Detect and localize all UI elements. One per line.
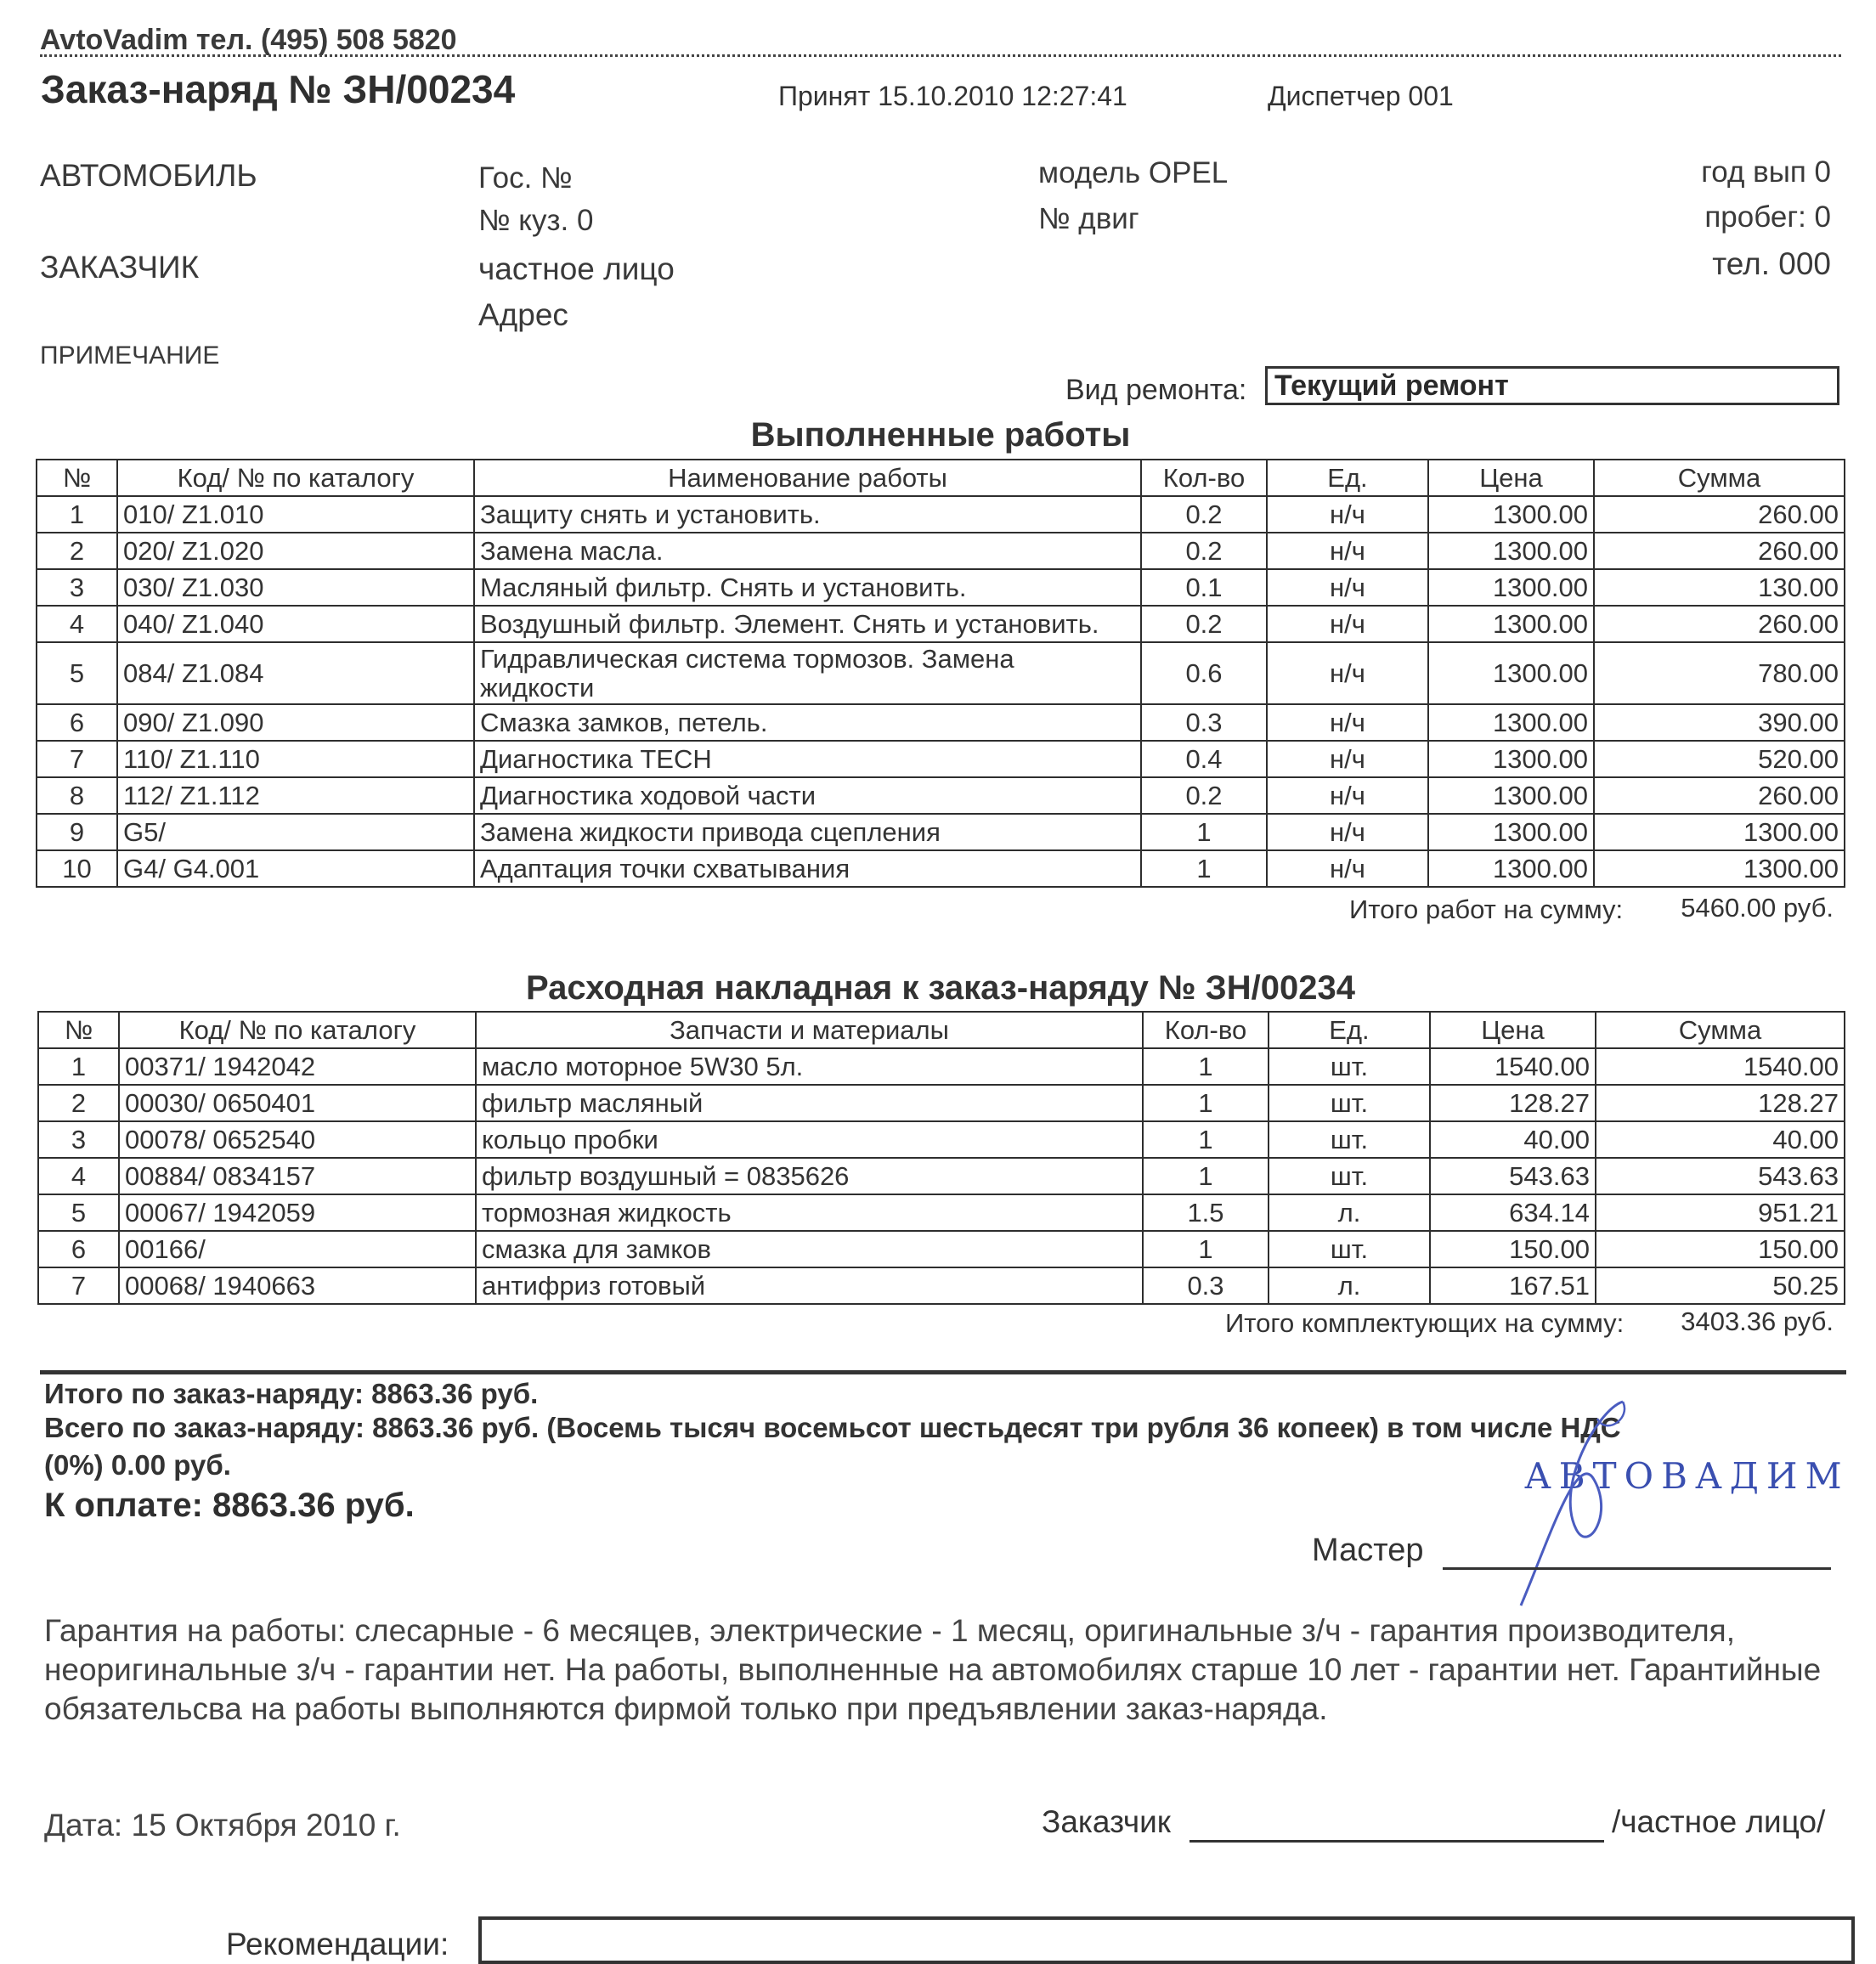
works-table-cell: 1300.00 (1428, 606, 1594, 642)
dispatcher: Диспетчер 001 (1268, 81, 1454, 111)
parts-table-cell: 543.63 (1430, 1158, 1596, 1194)
works-table-cell: н/ч (1267, 606, 1428, 642)
works-table-cell: н/ч (1267, 741, 1428, 777)
works-table-row (37, 606, 1845, 642)
works-table-cell: 1 (1141, 814, 1267, 850)
works-table-cell: 084/ Z1.084 (117, 642, 474, 704)
works-header-cell: Цена (1428, 460, 1594, 496)
works-table-row (37, 814, 1845, 850)
works-table-cell: 0.2 (1141, 533, 1267, 569)
works-table-cell: 112/ Z1.112 (117, 777, 474, 814)
works-table-cell: 260.00 (1594, 777, 1845, 814)
parts-table-row (38, 1231, 1845, 1267)
works-table-cell: 1300.00 (1428, 814, 1594, 850)
works-table-cell: 1300.00 (1428, 569, 1594, 606)
parts-table-row (38, 1267, 1845, 1304)
order-title: Заказ-наряд № ЗН/00234 (41, 67, 516, 111)
works-table-cell: Масляный фильтр. Снять и установить. (474, 569, 1141, 606)
works-table-cell: 030/ Z1.030 (117, 569, 474, 606)
parts-table-cell: фильтр воздушный = 0835626 (476, 1158, 1143, 1194)
parts-table-cell: 150.00 (1430, 1231, 1596, 1267)
works-total-label: Итого работ на сумму: (1349, 895, 1624, 924)
warranty-text: Гарантия на работы: слесарные - 6 месяцев, электрические - 1 месяц, оригинальные з/ч - гарантия производителя, неоригинальные з/ч - гарантии нет. На работы, выполненные на автомобилях старше 10 лет - гарантии нет. Гарантийные обязательсва на работы выполняются фирмой только при предъявлении заказ-наряда. (44, 1613, 1822, 1726)
works-table-cell: н/ч (1267, 496, 1428, 533)
parts-table-cell: 00166/ (119, 1231, 476, 1267)
parts-total-label: Итого комплектующих на сумму: (1225, 1308, 1625, 1338)
parts-table-cell: 50.25 (1596, 1267, 1845, 1304)
parts-table-row (38, 1048, 1845, 1085)
parts-table-cell: 128.27 (1430, 1085, 1596, 1121)
handwritten-signature (1495, 1385, 1665, 1614)
repair-type-label: Вид ремонта: (1065, 374, 1247, 406)
works-table-cell: 3 (37, 569, 117, 606)
works-table-cell: 1300.00 (1428, 496, 1594, 533)
works-header-cell: Наименование работы (474, 460, 1141, 496)
parts-table-cell: 1 (1143, 1121, 1269, 1158)
parts-table-cell: 128.27 (1596, 1085, 1845, 1121)
works-table-cell: 010/ Z1.010 (117, 496, 474, 533)
works-table-cell: 9 (37, 814, 117, 850)
works-table-cell: н/ч (1267, 777, 1428, 814)
works-table-cell: 130.00 (1594, 569, 1845, 606)
parts-table-cell: масло моторное 5W30 5л. (476, 1048, 1143, 1085)
works-table-cell: н/ч (1267, 814, 1428, 850)
works-table-cell: 1 (1141, 850, 1267, 887)
parts-table-cell: 00078/ 0652540 (119, 1121, 476, 1158)
works-table-cell: 260.00 (1594, 533, 1845, 569)
works-table-cell: 1300.00 (1428, 533, 1594, 569)
parts-table-cell: 00030/ 0650401 (119, 1085, 476, 1121)
works-header-cell: Код/ № по каталогу (117, 460, 474, 496)
parts-header-cell: Кол-во (1143, 1012, 1269, 1048)
repair-type-value: Текущий ремонт (1265, 366, 1839, 405)
works-table-cell: 390.00 (1594, 704, 1845, 741)
works-table-cell: 0.1 (1141, 569, 1267, 606)
works-header-cell: Сумма (1594, 460, 1845, 496)
parts-table-cell: 1 (1143, 1158, 1269, 1194)
parts-total-value: 3403.36 руб. (1681, 1307, 1834, 1336)
customer-label: ЗАКАЗЧИК (40, 250, 200, 285)
works-table-row (37, 741, 1845, 777)
parts-table-cell: 00371/ 1942042 (119, 1048, 476, 1085)
works-table-cell: Диагностика TECH (474, 741, 1141, 777)
customer-address: Адрес (478, 297, 568, 332)
works-header-cell: Ед. (1267, 460, 1428, 496)
order-vat: (0%) 0.00 руб. (44, 1449, 231, 1481)
parts-table-cell: 6 (38, 1231, 119, 1267)
works-table (36, 459, 1845, 888)
works-table-cell: 1 (37, 496, 117, 533)
recommendations-box (478, 1916, 1855, 1964)
works-table-cell: 1300.00 (1594, 850, 1845, 887)
company-header: AvtoVadim тел. (495) 508 5820 (40, 24, 457, 56)
parts-table-cell: л. (1269, 1267, 1430, 1304)
works-table-cell: 0.3 (1141, 704, 1267, 741)
order-total: Итого по заказ-наряду: 8863.36 руб. (44, 1378, 539, 1409)
header-divider (40, 54, 1841, 57)
parts-header-cell: Код/ № по каталогу (119, 1012, 476, 1048)
works-table-row (37, 704, 1845, 741)
document-date: Дата: 15 Октября 2010 г. (44, 1808, 401, 1843)
engine-number: № двиг (1038, 202, 1139, 235)
works-table-cell: Смазка замков, петель. (474, 704, 1141, 741)
note-label: ПРИМЕЧАНИЕ (40, 341, 220, 370)
order-grand-total: Всего по заказ-наряду: 8863.36 руб. (Восемь тысяч восемьсот шестьдесят три рубля 36 копеек) в том числе НДС (44, 1412, 1621, 1443)
vehicle-model: модель OPEL (1038, 156, 1229, 189)
accepted-datetime: Принят 15.10.2010 12:27:41 (778, 81, 1127, 111)
works-table-cell: Диагностика ходовой части (474, 777, 1141, 814)
parts-table-cell: 1540.00 (1596, 1048, 1845, 1085)
parts-table-row (38, 1194, 1845, 1231)
works-table-cell: 0.2 (1141, 606, 1267, 642)
works-table-cell: 520.00 (1594, 741, 1845, 777)
parts-header-cell: Запчасти и материалы (476, 1012, 1143, 1048)
parts-table-row (38, 1158, 1845, 1194)
parts-table-cell: л. (1269, 1194, 1430, 1231)
works-table-cell: 1300.00 (1594, 814, 1845, 850)
parts-table-cell: шт. (1269, 1121, 1430, 1158)
parts-table-cell: 00067/ 1942059 (119, 1194, 476, 1231)
parts-header-cell: № (38, 1012, 119, 1048)
works-table-cell: 040/ Z1.040 (117, 606, 474, 642)
works-table-cell: 1300.00 (1428, 850, 1594, 887)
parts-table-cell: 1 (1143, 1085, 1269, 1121)
works-table-cell: Гидравлическая система тормозов. Замена жидкости (474, 642, 1141, 704)
customer-sign-name: /частное лицо/ (1612, 1804, 1826, 1839)
amount-to-pay: К оплате: 8863.36 руб. (44, 1487, 415, 1524)
works-table-cell: Воздушный фильтр. Элемент. Снять и установить. (474, 606, 1141, 642)
works-total-value: 5460.00 руб. (1681, 893, 1834, 923)
works-table-cell: 260.00 (1594, 496, 1845, 533)
works-table-cell: н/ч (1267, 642, 1428, 704)
works-table-cell: 090/ Z1.090 (117, 704, 474, 741)
works-table-cell: 260.00 (1594, 606, 1845, 642)
parts-table-cell: 951.21 (1596, 1194, 1845, 1231)
works-table-row (37, 850, 1845, 887)
works-table-cell: 0.2 (1141, 496, 1267, 533)
parts-header-cell: Сумма (1596, 1012, 1845, 1048)
works-table-cell: н/ч (1267, 704, 1428, 741)
works-table-cell: Замена жидкости привода сцепления (474, 814, 1141, 850)
works-table-cell: 5 (37, 642, 117, 704)
works-table-cell: 780.00 (1594, 642, 1845, 704)
vehicle-label: АВТОМОБИЛЬ (40, 158, 257, 193)
parts-table (37, 1011, 1845, 1305)
parts-table-cell: тормозная жидкость (476, 1194, 1143, 1231)
master-label: Мастер (1312, 1532, 1424, 1568)
works-header-cell: Кол-во (1141, 460, 1267, 496)
parts-table-cell: 00884/ 0834157 (119, 1158, 476, 1194)
parts-table-cell: кольцо пробки (476, 1121, 1143, 1158)
works-table-cell: Адаптация точки схватывания (474, 850, 1141, 887)
works-table-cell: 8 (37, 777, 117, 814)
works-table-cell: н/ч (1267, 850, 1428, 887)
customer-signature-line (1189, 1840, 1604, 1843)
works-table-cell: G5/ (117, 814, 474, 850)
parts-table-cell: 634.14 (1430, 1194, 1596, 1231)
company-stamp: АВТОВАДИМ (1524, 1455, 1850, 1497)
parts-table-cell: шт. (1269, 1085, 1430, 1121)
works-table-cell: Защиту снять и установить. (474, 496, 1141, 533)
works-table-cell: G4/ G4.001 (117, 850, 474, 887)
customer-phone: тел. 000 (1712, 246, 1831, 281)
customer-sign-label: Заказчик (1042, 1804, 1171, 1839)
works-title: Выполненные работы (750, 416, 1131, 454)
parts-table-cell: 5 (38, 1194, 119, 1231)
parts-table-row (38, 1121, 1845, 1158)
parts-table-cell: шт. (1269, 1048, 1430, 1085)
reg-number: Гос. № (478, 161, 573, 195)
parts-table-cell: смазка для замков (476, 1231, 1143, 1267)
parts-table-cell: 1.5 (1143, 1194, 1269, 1231)
parts-table-cell: 167.51 (1430, 1267, 1596, 1304)
works-table-cell: 7 (37, 741, 117, 777)
parts-table-cell: фильтр масляный (476, 1085, 1143, 1121)
parts-title: Расходная накладная к заказ-наряду № ЗН/00234 (526, 969, 1355, 1007)
parts-table-cell: 40.00 (1430, 1121, 1596, 1158)
works-table-cell: 0.2 (1141, 777, 1267, 814)
parts-table-cell: 4 (38, 1158, 119, 1194)
works-header-cell: № (37, 460, 117, 496)
parts-table-cell: 00068/ 1940663 (119, 1267, 476, 1304)
works-table-cell: 1300.00 (1428, 642, 1594, 704)
works-table-row (37, 496, 1845, 533)
vehicle-mileage: пробег: 0 (1704, 200, 1831, 234)
works-table-cell: 110/ Z1.110 (117, 741, 474, 777)
works-table-cell: 1300.00 (1428, 777, 1594, 814)
parts-table-cell: 1540.00 (1430, 1048, 1596, 1085)
works-table-cell: 6 (37, 704, 117, 741)
parts-table-cell: 7 (38, 1267, 119, 1304)
works-table-cell: 1300.00 (1428, 741, 1594, 777)
works-table-cell: 0.6 (1141, 642, 1267, 704)
parts-table-cell: 543.63 (1596, 1158, 1845, 1194)
parts-table-cell: 1 (1143, 1048, 1269, 1085)
parts-table-cell: 2 (38, 1085, 119, 1121)
parts-table-cell: 1 (38, 1048, 119, 1085)
works-table-row (37, 569, 1845, 606)
parts-table-row (38, 1085, 1845, 1121)
parts-table-cell: 3 (38, 1121, 119, 1158)
parts-table-cell: 150.00 (1596, 1231, 1845, 1267)
works-table-row (37, 642, 1845, 704)
body-number: № куз. 0 (478, 204, 594, 237)
works-table-row (37, 533, 1845, 569)
parts-table-cell: 40.00 (1596, 1121, 1845, 1158)
master-signature-line (1443, 1567, 1831, 1570)
parts-table-cell: 0.3 (1143, 1267, 1269, 1304)
parts-header-cell: Ед. (1269, 1012, 1430, 1048)
works-table-cell: н/ч (1267, 569, 1428, 606)
works-table-cell: 0.4 (1141, 741, 1267, 777)
parts-table-cell: 1 (1143, 1231, 1269, 1267)
works-table-cell: 1300.00 (1428, 704, 1594, 741)
parts-table-cell: шт. (1269, 1158, 1430, 1194)
works-table-row (37, 777, 1845, 814)
customer-name: частное лицо (478, 251, 675, 286)
works-table-cell: Замена масла. (474, 533, 1141, 569)
parts-table-cell: шт. (1269, 1231, 1430, 1267)
works-table-cell: 10 (37, 850, 117, 887)
parts-table-cell: антифриз готовый (476, 1267, 1143, 1304)
works-table-cell: 4 (37, 606, 117, 642)
works-table-cell: н/ч (1267, 533, 1428, 569)
summary-divider (40, 1370, 1846, 1374)
works-table-cell: 020/ Z1.020 (117, 533, 474, 569)
parts-header-cell: Цена (1430, 1012, 1596, 1048)
vehicle-year: год вып 0 (1701, 155, 1831, 189)
works-table-cell: 2 (37, 533, 117, 569)
recommendations-label: Рекомендации: (226, 1927, 449, 1961)
